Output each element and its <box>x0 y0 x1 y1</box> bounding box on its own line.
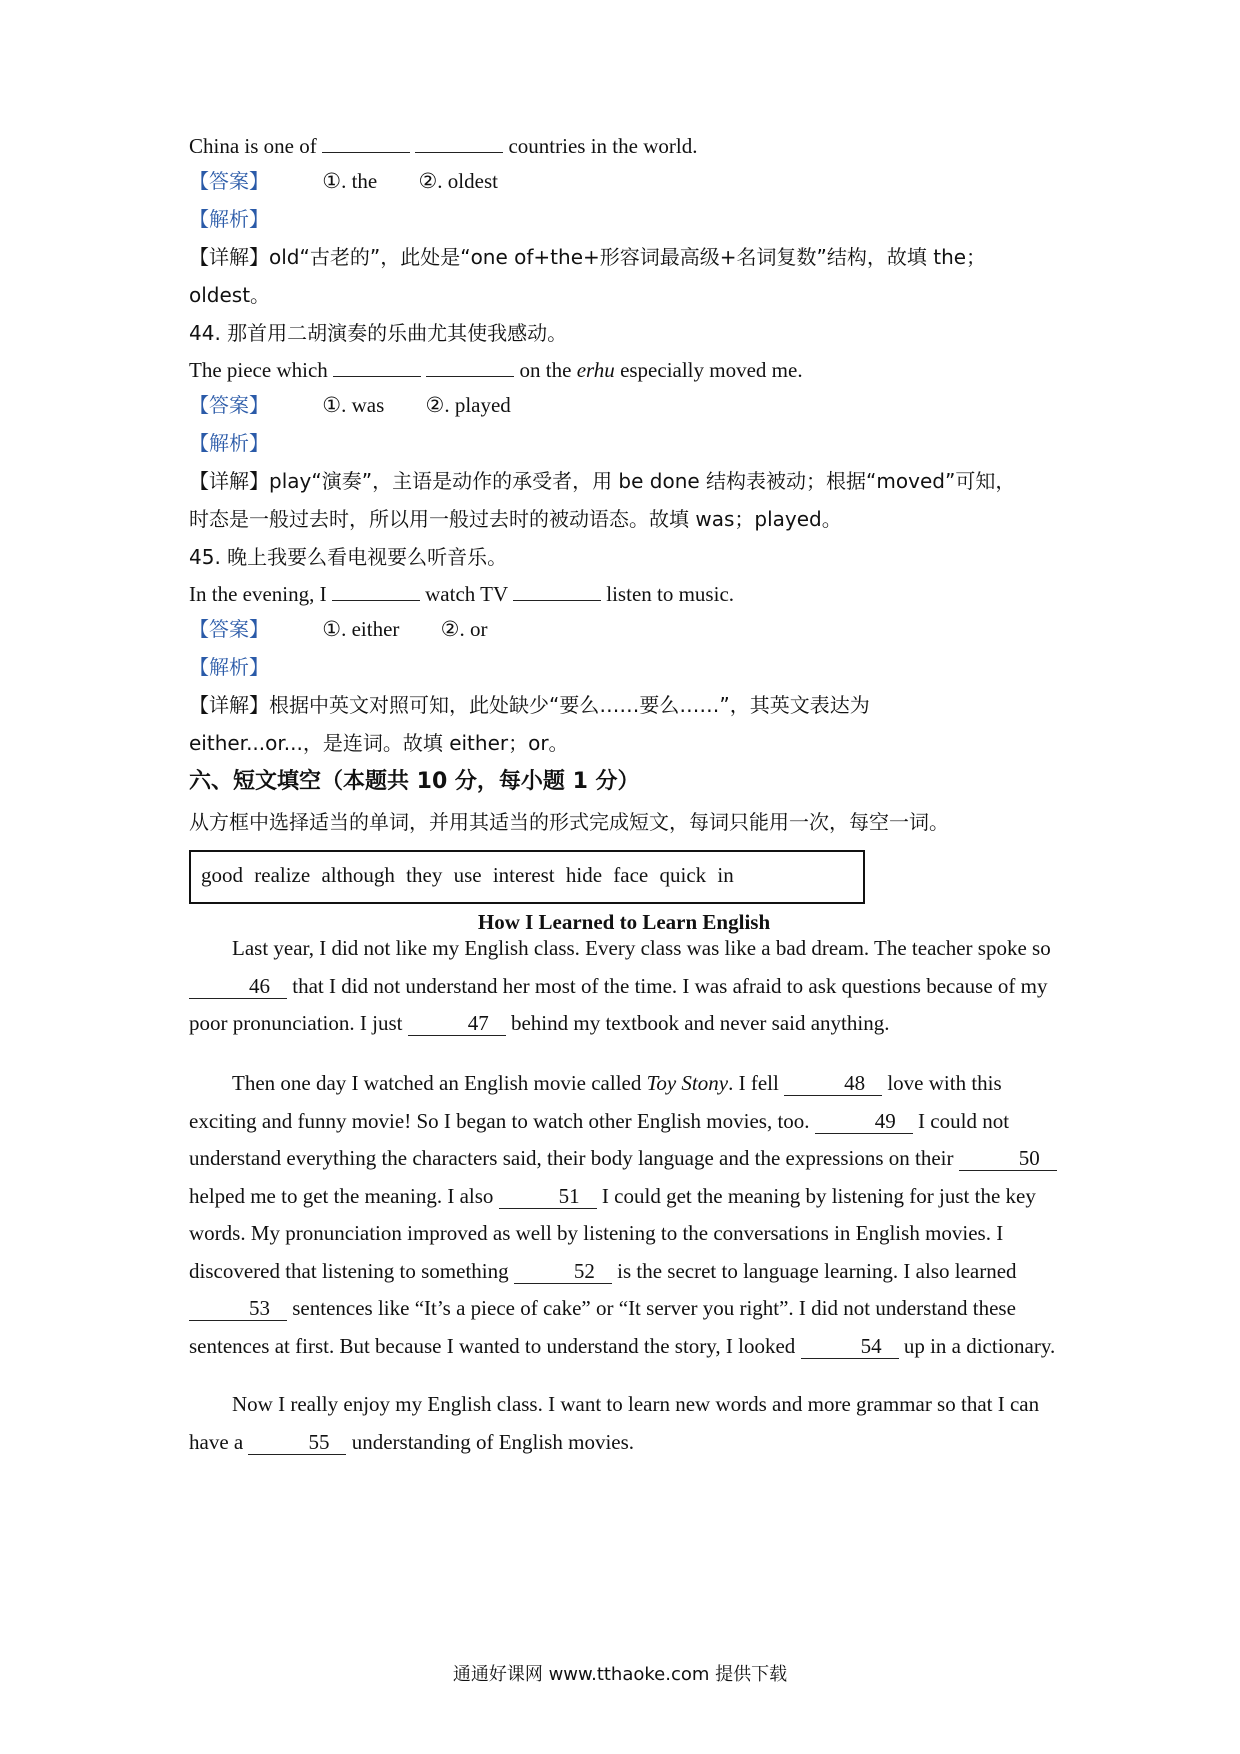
paragraph-2 <box>189 1065 1069 1365</box>
q44-analysis <box>189 427 269 459</box>
blank-49: 49 <box>815 1109 913 1134</box>
text-run: Last year, I did not like my English class. Every class was like a bad dream. The teacher <box>232 936 973 960</box>
blank-51: 51 <box>499 1184 597 1209</box>
text-run: anything. <box>810 1011 890 1035</box>
sentence-text: listen to music. <box>606 582 735 606</box>
answer-blank <box>332 580 420 601</box>
blank-46: 46 <box>189 974 287 999</box>
analysis-tag: 【解析】 <box>189 207 269 231</box>
q45-prompt: 45. 晚上我要么看电视要么听音乐。 <box>189 545 508 569</box>
q44-sentence <box>189 354 803 386</box>
text-run: conversations in English movies. I discovered that listening to something <box>189 1221 1004 1283</box>
answer-blank <box>333 356 421 377</box>
detail-text: play“演奏”，主语是动作的承受者，用 be done 结构表被动；根据“moved”可知， <box>269 469 1016 493</box>
answer-blank <box>426 356 514 377</box>
text-run: listening for just the key words. My pronunciation improved as well by listening to the <box>189 1183 1036 1245</box>
blank-53: 53 <box>189 1296 287 1321</box>
sentence-text: The piece which <box>189 358 328 382</box>
blank-47: 47 <box>408 1011 506 1036</box>
paragraph-3 <box>189 1386 1069 1461</box>
q45-detail <box>189 689 870 721</box>
answer-blank <box>322 132 410 153</box>
word-box: good realize although they use interest hide face quick in <box>189 850 865 904</box>
analysis-tag: 【解析】 <box>189 655 269 679</box>
blank-48: 48 <box>784 1071 882 1096</box>
text-run: understand everything the characters said, their body language and the expressions on their <box>189 1146 954 1170</box>
text-run: story, I looked <box>674 1333 796 1358</box>
sentence-text: In the evening, I <box>189 582 327 606</box>
answer-1: ①. either <box>322 617 400 641</box>
blank-52: 52 <box>514 1259 612 1284</box>
sentence-text: China is one of <box>189 134 317 158</box>
page-footer: 通通好课网 www.tthaoke.com 提供下载 <box>452 1664 788 1685</box>
text-run: because of my poor pronunciation. I just <box>189 973 1048 1035</box>
q43-answer <box>189 165 498 197</box>
answer-blank <box>415 132 503 153</box>
text-run: Now I really enjoy my English class. I want to learn new words and more grammar so that I <box>232 1392 1005 1416</box>
detail-text: oldest。 <box>189 283 271 307</box>
q45-answer <box>189 613 487 645</box>
blank-50: 50 <box>959 1146 1057 1171</box>
text-run: you right”. I did not understand these sentences at first. But because I wanted to understand the <box>189 1296 1016 1358</box>
q44-detail <box>189 465 1015 497</box>
text-run: . I fell <box>728 1071 779 1095</box>
detail-text: 根据中英文对照可知，此处缺少“要么……要么……”，其英文表达为 <box>269 693 870 717</box>
sentence-text: watch TV <box>425 582 508 606</box>
answer-tag: 【答案】 <box>189 617 269 641</box>
blank-54: 54 <box>801 1334 899 1359</box>
q44-prompt: 44. 那首用二胡演奏的乐曲尤其使我感动。 <box>189 321 568 345</box>
answer-2: ②. played <box>425 393 511 417</box>
movie-title: Toy Stony <box>646 1071 729 1095</box>
answer-1: ①. the <box>322 169 378 193</box>
text-run: is the secret <box>617 1258 717 1283</box>
q43-sentence <box>189 130 697 162</box>
blank-55: 55 <box>248 1430 346 1455</box>
text-run: helped me to get the meaning. I also <box>189 1183 494 1208</box>
detail-tag: 【详解】 <box>189 469 269 493</box>
section-instruction: 从方框中选择适当的单词，并用其适当的形式完成短文，每词只能用一次，每空一词。 <box>189 810 949 834</box>
detail-text: old“古老的”，此处是“one of+the+形容词最高级+名词复数”结构，故填 the； <box>269 245 987 269</box>
passage-title: How I Learned to Learn English <box>477 910 771 934</box>
text-run: sentences like “It’s a piece of cake” or “It server <box>292 1296 698 1320</box>
analysis-tag: 【解析】 <box>189 431 269 455</box>
text-run: spoke so <box>977 936 1051 960</box>
answer-tag: 【答案】 <box>189 169 269 193</box>
q45-sentence <box>189 578 734 610</box>
detail-tag: 【详解】 <box>189 245 269 269</box>
detail-tag: 【详解】 <box>189 693 269 717</box>
q44-answer <box>189 389 511 421</box>
text-run: Then one day I watched an English movie called <box>232 1071 642 1095</box>
sentence-text: on the <box>519 358 572 382</box>
text-run: behind my textbook and never said <box>510 1011 806 1035</box>
text-run: that I did not understand her most of the time. I was afraid to ask questions <box>292 973 921 998</box>
answer-1: ①. was <box>322 393 385 417</box>
paragraph-1 <box>189 930 1069 1043</box>
answer-2: ②. or <box>440 617 488 641</box>
text-run: love with this <box>887 1071 1002 1095</box>
detail-text: 时态是一般过去时，所以用一般过去时的被动语态。故填 was；played。 <box>189 507 842 531</box>
sentence-italic: erhu <box>576 358 615 382</box>
text-run: can have a <box>189 1392 1040 1454</box>
answer-2: ②. oldest <box>418 169 498 193</box>
section-heading: 六、短文填空（本题共 10 分，每小题 1 分） <box>189 769 640 794</box>
text-run: to language learning. I also learned <box>721 1258 1017 1283</box>
answer-tag: 【答案】 <box>189 393 269 417</box>
q43-analysis <box>189 203 269 235</box>
text-run: I could not <box>918 1108 1010 1133</box>
text-run: I could get the meaning by <box>601 1183 827 1208</box>
sentence-text: especially moved me. <box>620 358 803 382</box>
q45-analysis <box>189 651 269 683</box>
text-run: understanding of English movies. <box>351 1429 635 1454</box>
q43-detail <box>189 241 986 273</box>
text-run: up in a dictionary. <box>903 1333 1056 1358</box>
answer-blank <box>513 580 601 601</box>
text-run: exciting and funny movie! So I began to watch other English movies, too. <box>189 1108 810 1133</box>
detail-text: either...or...，是连词。故填 either；or。 <box>189 731 569 755</box>
sentence-text: countries in the world. <box>508 134 698 158</box>
